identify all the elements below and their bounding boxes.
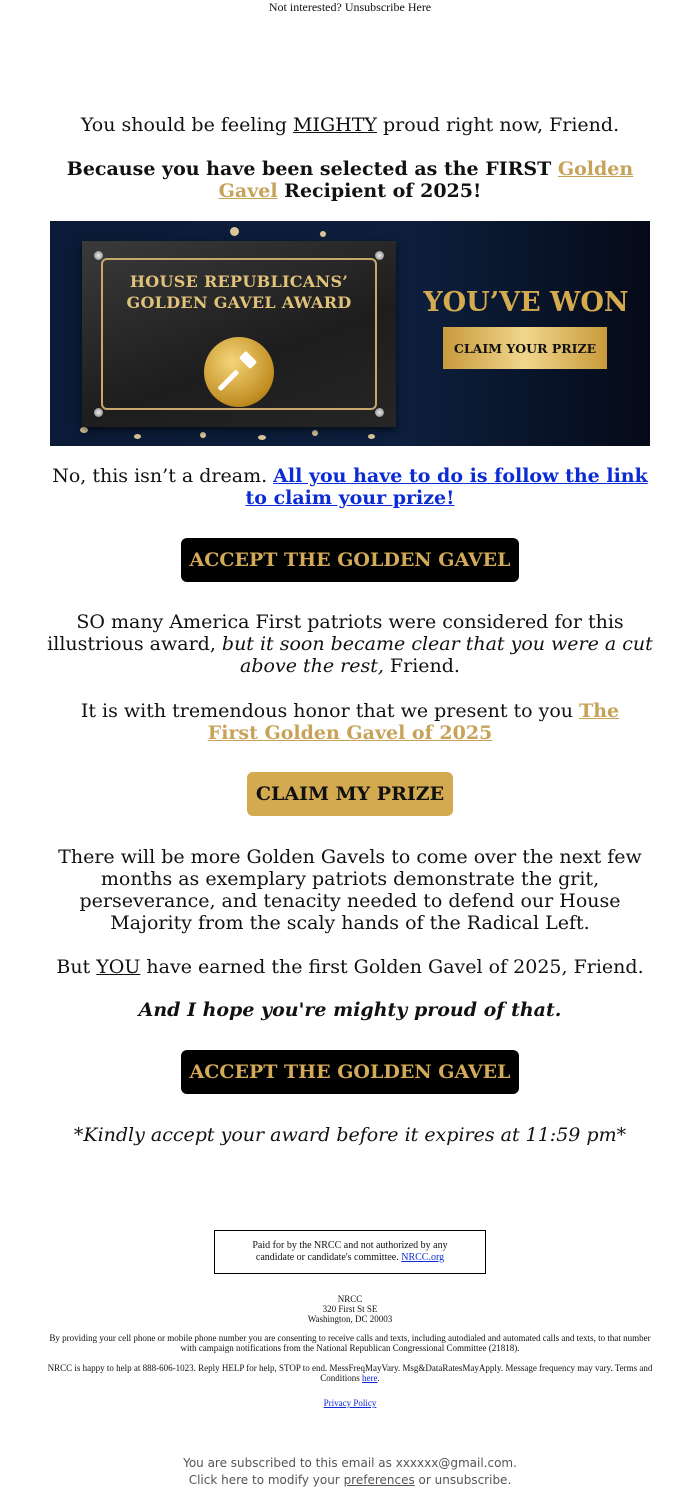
confetti-dot bbox=[200, 432, 206, 438]
confetti-dot bbox=[368, 434, 375, 439]
sms-consent-text: By providing your cell phone or mobile phone number you are consenting to receive calls and texts, including autodialed and automated calls and texts, to that number with campaign notifications from the National Republican Congressional Committee (21818). bbox=[49, 1333, 651, 1353]
preferences-link[interactable]: preferences bbox=[343, 1473, 415, 1487]
screw-icon bbox=[375, 408, 384, 417]
mailing-address bbox=[0, 1294, 700, 1324]
award-plaque bbox=[82, 241, 396, 427]
confetti-dot bbox=[134, 434, 141, 439]
unsubscribe-header bbox=[0, 0, 700, 14]
dream-paragraph bbox=[50, 465, 650, 509]
earned-text-end: have earned the first Golden Gavel of 2025, Friend. bbox=[140, 956, 644, 978]
earned-emphasis: YOU bbox=[96, 956, 141, 978]
intro-text-end: proud right now, Friend. bbox=[376, 114, 620, 136]
banner-claim-prize-button[interactable]: CLAIM YOUR PRIZE bbox=[443, 327, 607, 369]
screw-icon bbox=[94, 408, 103, 417]
screw-icon bbox=[375, 251, 384, 260]
help-text-body: NRCC is happy to help at 888-606-1023. Reply HELP for help, STOP to end. MessFreqMayVary. Msg&DataRatesMayApply. Message frequency may vary. Terms and Conditions bbox=[47, 1363, 653, 1383]
help-text bbox=[46, 1363, 654, 1383]
accept-golden-gavel-button-2[interactable]: ACCEPT THE GOLDEN GAVEL bbox=[181, 1050, 519, 1094]
confetti-dot bbox=[230, 227, 239, 236]
gold-seal bbox=[204, 337, 274, 407]
terms-link[interactable]: here bbox=[362, 1373, 378, 1383]
preferences-line bbox=[0, 1472, 700, 1489]
intro-text: You should be feeling bbox=[80, 114, 293, 136]
preferences-text-end: or unsubscribe. bbox=[414, 1473, 512, 1487]
paid-for-disclaimer bbox=[214, 1230, 486, 1274]
golden-gavel-link[interactable]: Golden Gavel bbox=[218, 158, 634, 202]
intro-emphasis: MIGHTY bbox=[292, 114, 377, 136]
youve-won-headline: YOU’VE WON bbox=[423, 287, 629, 318]
selected-headline bbox=[60, 158, 640, 202]
plaque-title-line: GOLDEN GAVEL AWARD bbox=[126, 293, 352, 312]
plaque-title bbox=[82, 271, 396, 313]
address-org: NRCC bbox=[337, 1294, 363, 1304]
dream-text: No, this isn’t a dream. bbox=[52, 465, 274, 487]
confetti-dot bbox=[80, 427, 88, 433]
accept-golden-gavel-button[interactable]: ACCEPT THE GOLDEN GAVEL bbox=[181, 538, 519, 582]
paid-for-text: Paid for by the NRCC and not authorized by any candidate or candidate's committee. bbox=[252, 1240, 448, 1263]
address-street: 320 First St SE bbox=[322, 1304, 378, 1314]
confetti-dot bbox=[320, 231, 326, 237]
patriots-text: SO many America First patriots were considered for this illustrious award, bbox=[47, 611, 624, 655]
patriots-italic: but it soon became clear that you were a cut above the rest, bbox=[221, 633, 653, 677]
earned-paragraph bbox=[40, 956, 660, 978]
selected-text-end: Recipient of 2025! bbox=[277, 180, 482, 202]
honor-paragraph bbox=[55, 700, 645, 744]
screw-icon bbox=[94, 251, 103, 260]
intro-line bbox=[40, 114, 660, 136]
patriots-paragraph bbox=[45, 611, 655, 677]
follow-link[interactable]: All you have to do is follow the link to claim your prize! bbox=[245, 465, 648, 509]
subscribed-email-line: You are subscribed to this email as xxxxxx@gmail.com. bbox=[183, 1456, 517, 1470]
preferences-text: Click here to modify your bbox=[188, 1473, 344, 1487]
unsubscribe-link[interactable]: Not interested? Unsubscribe Here bbox=[268, 0, 432, 14]
privacy-policy-link[interactable]: Privacy Policy bbox=[323, 1398, 377, 1408]
address-city: Washington, DC 20003 bbox=[307, 1314, 393, 1324]
proud-line: And I hope you're mighty proud of that. bbox=[138, 999, 562, 1021]
subscription-info bbox=[0, 1455, 700, 1489]
selected-text: Because you have been selected as the FIRST bbox=[66, 158, 558, 180]
award-banner[interactable] bbox=[50, 221, 650, 446]
plaque-title-line: HOUSE REPUBLICANS’ bbox=[129, 272, 349, 291]
gavel-icon bbox=[204, 337, 274, 407]
nrcc-link[interactable]: NRCC.org bbox=[401, 1252, 445, 1263]
confetti-dot bbox=[258, 435, 266, 440]
earned-text: But bbox=[56, 956, 97, 978]
more-gavels-paragraph: There will be more Golden Gavels to come over the next few months as exemplary patriots demonstrate the grit, perseverance, and tenacity needed to defend our House Majority from the scaly hands of the Radical Left. bbox=[58, 846, 642, 934]
patriots-text-end: Friend. bbox=[383, 655, 460, 677]
expiry-note: *Kindly accept your award before it expires at 11:59 pm* bbox=[73, 1124, 627, 1146]
privacy-policy-row bbox=[0, 1398, 700, 1408]
first-golden-gavel-link[interactable]: The First Golden Gavel of 2025 bbox=[207, 700, 620, 744]
honor-text: It is with tremendous honor that we present to you bbox=[80, 700, 580, 722]
confetti-dot bbox=[312, 430, 318, 436]
claim-my-prize-button[interactable]: CLAIM MY PRIZE bbox=[247, 772, 453, 816]
help-text-end: . bbox=[377, 1373, 380, 1383]
